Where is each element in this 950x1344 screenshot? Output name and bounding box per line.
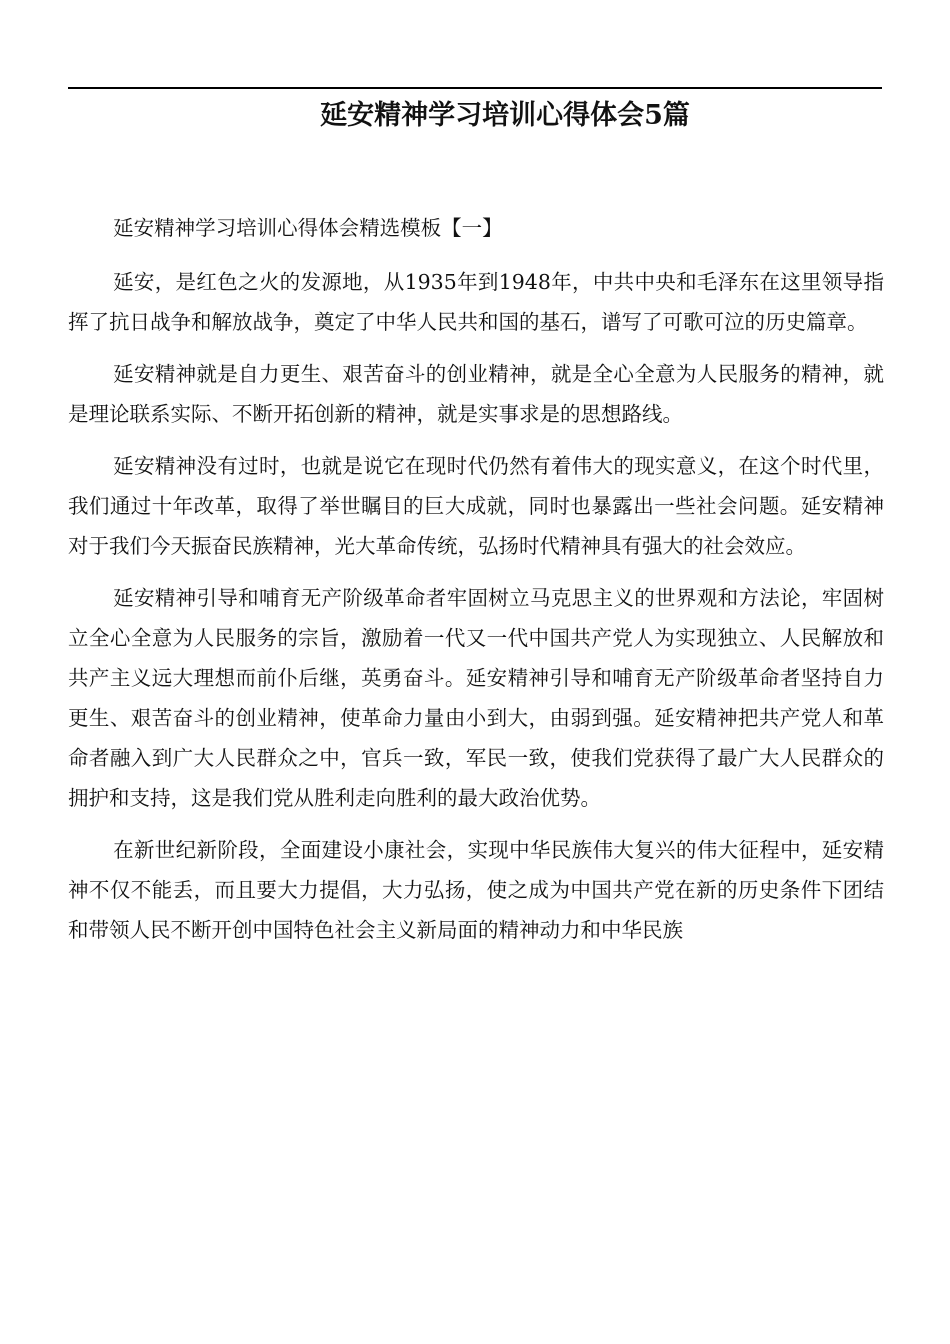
paragraph-3: 延安精神没有过时，也就是说它在现时代仍然有着伟大的现实意义，在这个时代里，我们通过十年改革，取得了举世瞩目的巨大成就，同时也暴露出一些社会问题。延安精神对于我们今天振奋民族精神，光大革命传统，弘扬时代精神具有强大的社会效应。 xyxy=(68,454,884,558)
document-body xyxy=(68,208,884,962)
paragraph-2: 延安精神就是自力更生、艰苦奋斗的创业精神，就是全心全意为人民服务的精神，就是理论联系实际、不断开拓创新的精神，就是实事求是的思想路线。 xyxy=(68,362,884,426)
header-rule xyxy=(68,87,882,89)
section-heading: 延安精神学习培训心得体会精选模板【一】 xyxy=(113,216,503,240)
paragraph-4: 延安精神引导和哺育无产阶级革命者牢固树立马克思主义的世界观和方法论，牢固树立全心全意为人民服务的宗旨，激励着一代又一代中国共产党人为实现独立、人民解放和共产主义远大理想而前仆后继，英勇奋斗。延安精神引导和哺育无产阶级革命者坚持自力更生、艰苦奋斗的创业精神，使革命力量由小到大，由弱到强。延安精神把共产党人和革命者融入到广大人民群众之中，官兵一致，军民一致，使我们党获得了最广大人民群众的拥护和支持，这是我们党从胜利走向胜利的最大政治优势。 xyxy=(68,586,884,810)
paragraph-5: 在新世纪新阶段，全面建设小康社会，实现中华民族伟大复兴的伟大征程中，延安精神不仅不能丢，而且要大力提倡，大力弘扬，使之成为中国共产党在新的历史条件下团结和带领人民不断开创中国特色社会主义新局面的精神动力和中华民族 xyxy=(68,838,884,942)
document-title: 延安精神学习培训心得体会5篇 xyxy=(320,100,690,131)
paragraph-1: 延安，是红色之火的发源地，从1935年到1948年，中共中央和毛泽东在这里领导指挥了抗日战争和解放战争，奠定了中华人民共和国的基石，谱写了可歌可泣的历史篇章。 xyxy=(68,270,884,334)
